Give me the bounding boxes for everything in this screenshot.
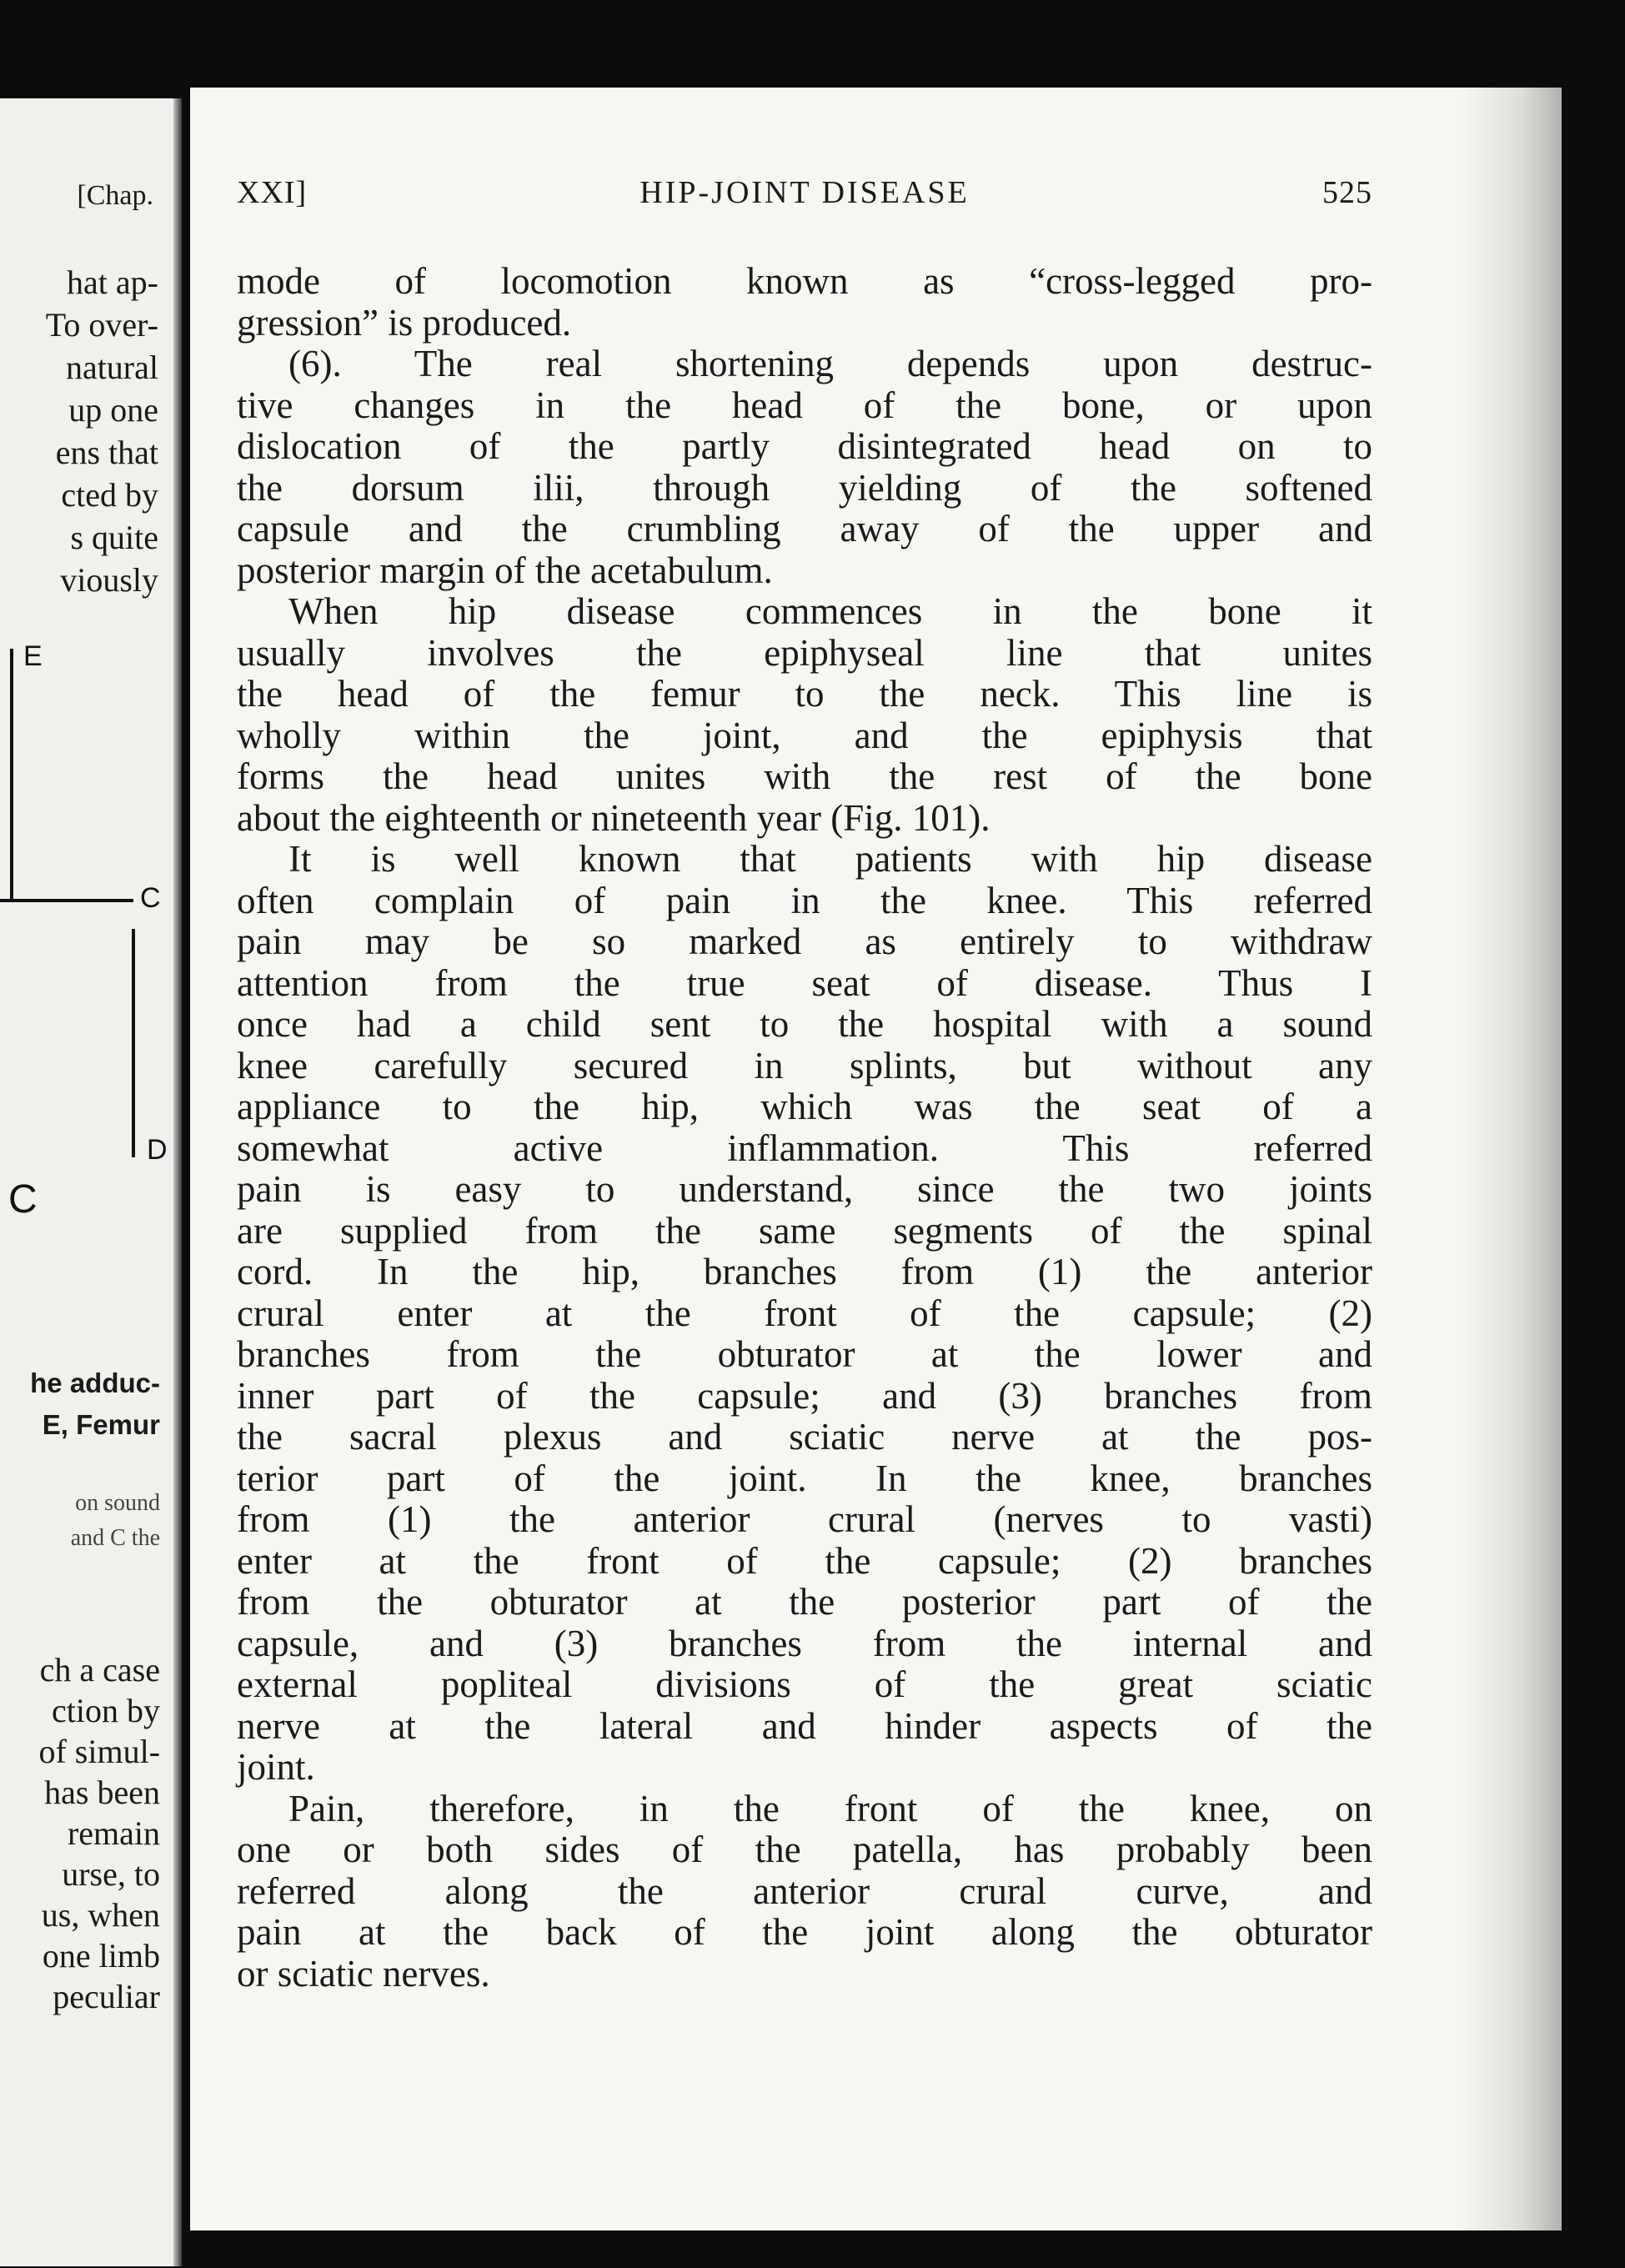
text-line: capsule, and (3) branches from the internal and: [237, 1622, 1372, 1664]
text-line: mode of locomotion known as “cross-legged pro-: [237, 260, 1372, 302]
text-line: (6). The real shortening depends upon destruc-: [288, 343, 1372, 384]
page-edge-shadow: [1462, 88, 1562, 2230]
text-line: somewhat active inflammation. This referred: [237, 1126, 1372, 1169]
text-line: usually involves the epiphyseal line that unites: [237, 631, 1372, 674]
text-line: wholly within the joint, and the epiphysis that: [237, 714, 1372, 756]
caption-line: E, Femur: [42, 1409, 160, 1440]
text-line: cord. In the hip, branches from (1) the anterior: [237, 1251, 1372, 1292]
paragraph: [237, 1789, 1372, 1995]
paragraph: [237, 344, 1372, 591]
text-line: attention from the true seat of disease. Thus I: [237, 961, 1372, 1004]
text-line: forms the head unites with the rest of the bone: [237, 755, 1372, 797]
previous-page-line: To over-: [45, 306, 158, 344]
text-line: enter at the front of the capsule; (2) branches: [237, 1539, 1372, 1582]
text-line: the sacral plexus and sciatic nerve at the pos-: [237, 1416, 1372, 1458]
figure-caption: [30, 1362, 160, 1446]
previous-page-line: has been: [44, 1774, 160, 1811]
figure-note: [71, 1486, 160, 1556]
text-line: once had a child sent to the hospital with a sound: [237, 1003, 1372, 1045]
previous-page-fragment: [0, 98, 182, 2266]
previous-page-line: natural: [65, 349, 158, 386]
text-line: posterior margin of the acetabulum.: [237, 549, 773, 591]
figure-label-e: E: [23, 640, 43, 672]
previous-page-line: us, when: [41, 1896, 160, 1934]
previous-page-text-top: [0, 261, 158, 601]
previous-page-header: [Chap.: [77, 180, 153, 211]
text-line: about the eighteenth or nineteenth year (Fig. 101).: [237, 796, 991, 839]
text-line: crural enter at the front of the capsule; (2): [237, 1292, 1372, 1334]
text-line: Pain, therefore, in the front of the knee, on: [288, 1787, 1372, 1829]
text-line: joint.: [237, 1746, 315, 1788]
previous-page-line: hat ap-: [67, 263, 158, 301]
body-text: [237, 261, 1372, 1995]
note-line: on sound: [75, 1490, 160, 1516]
text-line: referred along the anterior crural curve, and: [237, 1869, 1372, 1912]
previous-page-text-bottom: [0, 1649, 160, 2017]
text-line: inner part of the capsule; and (3) branches from: [237, 1374, 1372, 1417]
previous-page-line: viously: [60, 561, 158, 599]
caption-line: he adduc-: [30, 1367, 160, 1398]
text-line: When hip disease commences in the bone it: [288, 590, 1372, 632]
previous-page-line: ction by: [52, 1692, 160, 1729]
chapter-number: XXI]: [237, 175, 308, 210]
text-line: or sciatic nerves.: [237, 1952, 490, 1995]
text-line: knee carefully secured in splints, but without any: [237, 1044, 1372, 1086]
paragraph: [237, 839, 1372, 1789]
text-line: gression” is produced.: [237, 301, 572, 344]
previous-page-line: remain: [67, 1814, 160, 1852]
previous-page-line: peculiar: [53, 1978, 160, 2015]
text-line: dislocation of the partly disintegrated head on to: [237, 425, 1372, 467]
text-line: often complain of pain in the knee. This referred: [237, 879, 1372, 921]
text-line: pain at the back of the joint along the obturator: [237, 1911, 1372, 1953]
text-line: from (1) the anterior crural (nerves to vasti): [237, 1498, 1372, 1540]
previous-page-line: of simul-: [38, 1733, 160, 1770]
text-line: terior part of the joint. In the knee, branches: [237, 1457, 1372, 1499]
previous-page-line: urse, to: [62, 1855, 160, 1893]
text-line: are supplied from the same segments of the spinal: [237, 1209, 1372, 1252]
text-line: It is well known that patients with hip disease: [288, 838, 1372, 880]
text-line: the head of the femur to the neck. This line is: [237, 673, 1372, 715]
previous-page-line: one limb: [42, 1937, 160, 1974]
previous-page-line: up one: [68, 391, 158, 429]
text-line: nerve at the lateral and hinder aspects of the: [237, 1704, 1372, 1747]
running-header: [237, 174, 1372, 216]
text-line: from the obturator at the posterior part of the: [237, 1581, 1372, 1623]
previous-page-line: ch a case: [39, 1651, 160, 1688]
previous-page-line: cted by: [61, 476, 158, 514]
text-line: capsule and the crumbling away of the upper and: [237, 508, 1372, 549]
text-line: branches from the obturator at the lower and: [237, 1333, 1372, 1375]
figure-caption-letter: C: [8, 1177, 38, 1216]
text-line: pain may be so marked as entirely to withdraw: [237, 921, 1372, 962]
paragraph: [237, 591, 1372, 839]
figure-fragment: [0, 632, 182, 1216]
paragraph: [237, 261, 1372, 344]
text-line: one or both sides of the patella, has probably been: [237, 1829, 1372, 1870]
text-line: pain is easy to understand, since the two joints: [237, 1168, 1372, 1210]
previous-page-line: s quite: [70, 519, 158, 556]
book-page: [190, 88, 1562, 2230]
text-line: tive changes in the head of the bone, or upon: [237, 384, 1372, 426]
figure-label-d: D: [147, 1134, 168, 1166]
previous-page-line: ens that: [55, 434, 158, 471]
text-line: external popliteal divisions of the great sciatic: [237, 1663, 1372, 1705]
page-number: 525: [1322, 175, 1372, 210]
running-title: HIP-JOINT DISEASE: [639, 175, 970, 210]
text-line: appliance to the hip, which was the seat of a: [237, 1086, 1372, 1127]
text-line: the dorsum ilii, through yielding of the softened: [237, 466, 1372, 509]
figure-label-c: C: [140, 882, 161, 914]
note-line: and C the: [70, 1525, 160, 1551]
